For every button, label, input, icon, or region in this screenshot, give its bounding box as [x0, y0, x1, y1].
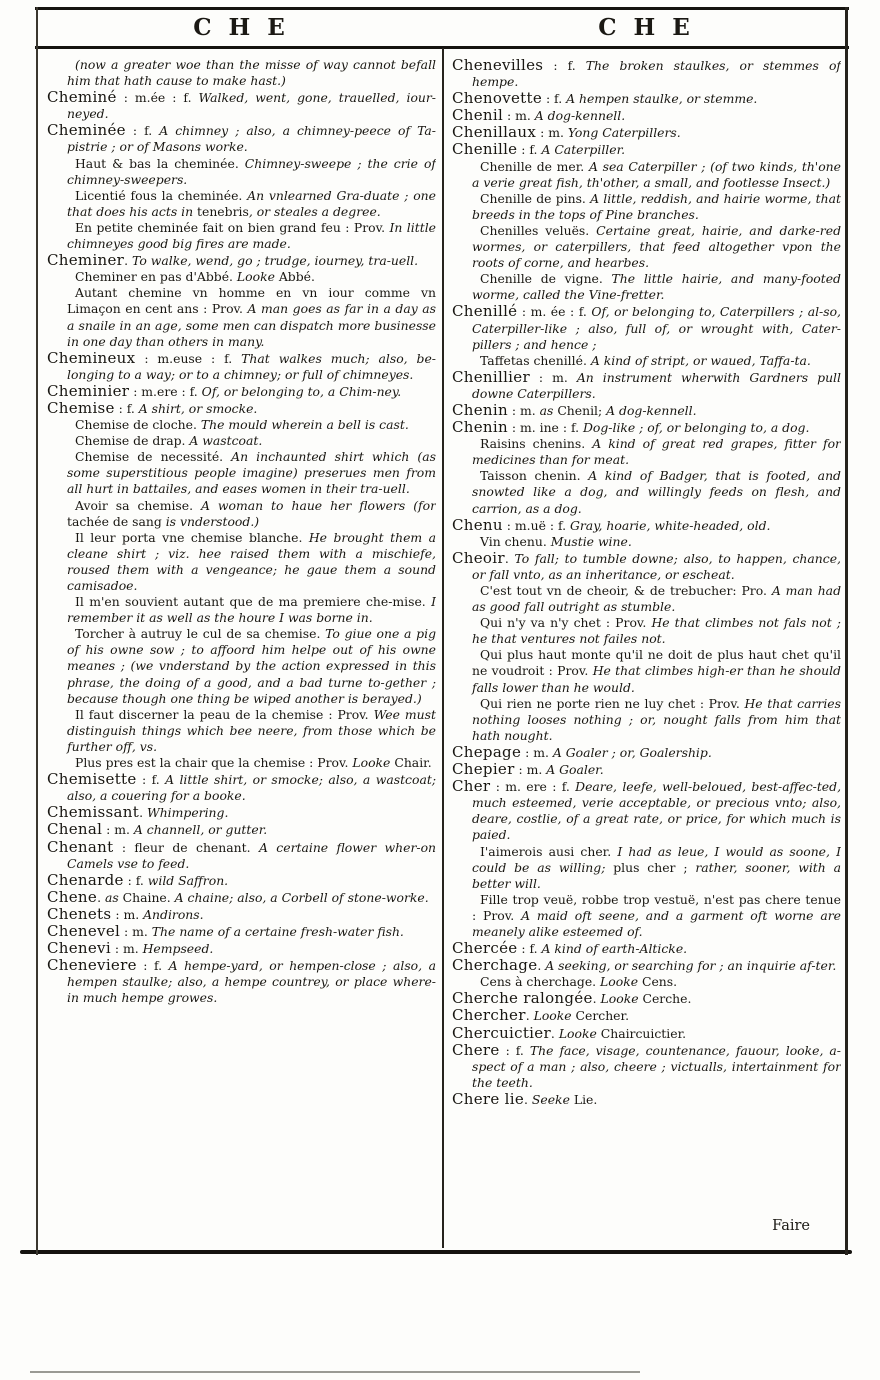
dictionary-subentry [452, 353, 841, 369]
phrase-text: : m. [503, 108, 535, 124]
phrase-text: En petite cheminée fait on bien grand feu : Prov. [75, 219, 390, 235]
dictionary-entry [47, 940, 436, 957]
dictionary-entry [47, 821, 436, 838]
definition-text: A Goaler. [546, 762, 604, 778]
dictionary-entry [47, 122, 436, 155]
phrase-text: : f. [517, 941, 542, 957]
dictionary-subentry [47, 498, 436, 530]
definition-text: as [539, 402, 558, 418]
phrase-text: : m. [110, 941, 143, 957]
headword: Cherche ralongée [452, 989, 593, 1008]
left-border-rule [36, 7, 38, 1255]
headword: Chene [47, 887, 98, 906]
phrase-text: : f. [136, 772, 166, 788]
dictionary-entry [47, 957, 436, 1006]
definition-text: The name of a certaine fresh-water fish. [151, 923, 404, 939]
dictionary-entry [452, 1042, 841, 1091]
dictionary-subentry [452, 583, 841, 615]
dictionary-entry [47, 771, 436, 804]
definition-text: Whimpering. [146, 805, 229, 821]
phrase-text: : m. [102, 822, 134, 838]
dictionary-entry [452, 940, 841, 957]
column-right [452, 57, 841, 1243]
headword: Cheminé [47, 88, 117, 107]
dictionary-subentry [452, 534, 841, 550]
dictionary-subentry [47, 220, 436, 252]
dictionary-subentry [47, 57, 436, 89]
phrase-text: . [525, 1008, 534, 1024]
phrase-text: : f. [542, 91, 567, 107]
phrase-text: Chemise de drap. [75, 433, 190, 449]
dictionary-subentry [47, 755, 436, 771]
phrase-text: : f. [123, 872, 148, 888]
definition-text: To giue one a pig of his owne sow ; to affoord him helpe out of his owne meanes ; (we vnderstand by the action expressed in this phrase, the doing of a good, and a bad turne to-gether ; because though one thing be wiped another is berayed.) [67, 626, 436, 706]
definition-text: I remember it as well as the houre I was borne in. [67, 594, 436, 626]
phrase-text: : m. [120, 923, 152, 939]
definition-text: Of, or belonging to, a Chim-ney. [201, 383, 402, 399]
definition-text: rather, sooner, with a better will. [472, 859, 841, 891]
phrase-text: . [592, 991, 601, 1007]
definition-text: Looke [352, 755, 395, 771]
phrase-text: plus cher ; [613, 859, 696, 875]
headword: Chercher [452, 1006, 526, 1025]
definition-text: A wastcoat. [189, 433, 263, 449]
dictionary-entry [452, 761, 841, 778]
dictionary-subentry [47, 449, 436, 497]
definition-text: A hempen staulke, or stemme. [566, 91, 758, 107]
definition-text: A chimney ; also, a chimney-peece of Ta-pistrie ; or of Masons worke. [67, 123, 436, 155]
phrase-text: Chenille de pins. [480, 190, 591, 206]
phrase-text: tenebris [197, 203, 249, 219]
definition-text: To fall; to tumble downe; also, to happen, chance, or fall vnto, as an inheritance, or escheat. [472, 550, 841, 582]
phrase-text: : fleur de chenant. [113, 839, 259, 855]
phrase-text: : f. [517, 142, 542, 158]
dictionary-subentry [452, 696, 841, 744]
definition-text: A maid oft seene, and a garment oft worne are meanely alike esteemed of. [472, 907, 841, 939]
dictionary-subentry [452, 191, 841, 223]
dictionary-entry [47, 89, 436, 122]
phrase-text: Cheminer en pas d'Abbé. [75, 269, 237, 285]
definition-text: Dog-like ; of, or belonging to, a dog. [582, 420, 810, 436]
dictionary-subentry [47, 417, 436, 433]
definition-text: A man goes as far in a day as a snaile in an age, some men can dispatch more businesse in one day than others in many. [67, 301, 436, 349]
dictionary-entry [452, 1007, 841, 1024]
phrase-text: Avoir sa chemise. [75, 497, 202, 513]
dictionary-entry [47, 804, 436, 821]
dictionary-subentry [47, 626, 436, 706]
phrase-text: Autant chemine vn homme en vn iour comme vn Limaçon en cent ans : Prov. [67, 285, 436, 317]
phrase-text: Chenille de vigne. [480, 271, 612, 287]
dictionary-subentry [47, 156, 436, 188]
dictionary-entry [452, 957, 841, 974]
headword: Cheneviere [47, 956, 137, 975]
definition-text: A kind of earth-Alticke. [541, 941, 688, 957]
dictionary-entry [47, 872, 436, 889]
phrase-text: : m. ée : f. [517, 304, 592, 320]
dictionary-entry [452, 402, 841, 419]
phrase-text: Qui n'y va n'y chet : Prov. [480, 615, 652, 631]
phrase-text: Il leur porta vne chemise blanche. [75, 529, 309, 545]
headword: Cheoir [452, 548, 505, 567]
phrase-text: . [537, 958, 546, 974]
phrase-text: Chair. [394, 755, 432, 771]
headword: Chepage [452, 742, 522, 761]
phrase-text: : f. [114, 400, 139, 416]
phrase-text: : m.ere : f. [129, 383, 202, 399]
dictionary-subentry [452, 159, 841, 191]
phrase-text: Fille trop veuë, robbe trop vestuë, n'est pas chere tenue : Prov. [472, 891, 841, 923]
dictionary-subentry [47, 188, 436, 220]
dictionary-subentry [47, 707, 436, 755]
phrase-text: Torcher à autruy le cul de sa chemise. [75, 626, 326, 642]
dictionary-entry [47, 906, 436, 923]
dictionary-entry [452, 550, 841, 583]
definition-text: Andirons. [143, 906, 204, 922]
phrase-text: Cens. [641, 974, 678, 990]
headword: Chenin [452, 400, 508, 419]
headword: Chepier [452, 760, 515, 779]
headword: Chenil [452, 106, 504, 125]
dictionary-entry [47, 252, 436, 269]
definition-text: The little hairie, and many-footed worme, called the Vine-fretter. [472, 271, 841, 303]
definition-text: The face, visage, countenance, fauour, looke, a-spect of a man ; also, cheere ; victualls, intertainment for the teeth. [472, 1042, 841, 1090]
headword: Chenille [452, 140, 518, 159]
running-head-right: CHE [598, 14, 707, 41]
dictionary-entry [452, 778, 841, 843]
definition-text: A little shirt, or smocke; also, a wastcoat; also, a couering for a booke. [67, 772, 436, 804]
definition-text: A kind of stript, or waued, Taffa-ta. [590, 352, 811, 368]
phrase-text: : m. [111, 906, 144, 922]
phrase-text: Qui plus haut monte qu'il ne doit de plus haut chet qu'il ne voudroit : Prov. [472, 647, 841, 679]
headword: Chemisette [47, 770, 137, 789]
catchword: Faire [772, 1218, 810, 1234]
top-border-rule [35, 7, 849, 10]
headword: Chemise [47, 398, 115, 417]
definition-text: He that climbes not fals not ; he that ventures not failes not. [472, 615, 841, 647]
headword: Chercée [452, 939, 518, 958]
dictionary-entry [452, 990, 841, 1007]
dictionary-entry [452, 107, 841, 124]
phrase-text: Taffetas chenillé. [480, 352, 591, 368]
phrase-text: Chemise de cloche. [75, 417, 201, 433]
definition-text: Seeke [531, 1091, 574, 1107]
phrase-text: Il faut discerner la peau de la chemise : Prov. [75, 706, 374, 722]
phrase-text: Plus pres est la chair que la chemise : Prov. [75, 755, 353, 771]
right-border-rule [845, 7, 848, 1255]
phrase-text: : m.euse : f. [135, 350, 242, 366]
phrase-text: Lie. [573, 1091, 598, 1107]
headword: Chenevel [47, 921, 121, 940]
definition-text: Yong Caterpillers. [567, 125, 681, 141]
headword: Chere lie [452, 1089, 525, 1108]
definition-text: The broken staulkes, or stemmes of hempe. [472, 58, 841, 90]
phrase-text: . [550, 1025, 559, 1041]
definition-text: A man had as good fall outright as stumble. [472, 583, 841, 615]
dictionary-subentry [452, 436, 841, 468]
definition-text: Walked, went, gone, trauelled, iour-neyed. [67, 90, 436, 122]
dictionary-subentry [452, 892, 841, 940]
phrase-text: : m.uë : f. [502, 517, 570, 533]
definition-text: An vnlearned Gra-duate ; one that does his acts in [67, 187, 436, 219]
phrase-text: : f. [136, 958, 169, 974]
scan-edge-line [30, 1371, 640, 1373]
dictionary-entry [452, 744, 841, 761]
phrase-text: : m. [521, 744, 553, 760]
definition-text: (now a greater woe than the misse of way cannot befall him that hath cause to make hast.) [67, 57, 436, 89]
dictionary-subentry [47, 530, 436, 594]
headword: Chenillier [452, 367, 530, 386]
definition-text: He that carries nothing looses nothing ; or, nought falls from him that hath nought. [472, 695, 841, 743]
headword: Chenant [47, 837, 114, 856]
dictionary-subentry [452, 647, 841, 695]
phrase-text: : m. [536, 125, 568, 141]
headword: Chenevi [47, 939, 111, 958]
definition-text: A hempe-yard, or hempen-close ; also, a hempen staulke; also, a hempe countrey, or place where-in much hempe growes. [67, 958, 436, 1006]
definition-text: wild Saffron. [147, 872, 229, 888]
dictionary-subentry [452, 271, 841, 303]
dictionary-entry [47, 839, 436, 872]
headword: Chenin [452, 418, 508, 437]
phrase-text: Chaircuictier. [600, 1025, 687, 1041]
phrase-text: : f. [125, 123, 160, 139]
phrase-text: Vin chenu. [480, 533, 551, 549]
dictionary-entry [47, 889, 436, 906]
phrase-text: Haut & bas la cheminée. [75, 155, 245, 171]
headword: Chenal [47, 820, 103, 839]
phrase-text: Chenille de mer. [480, 158, 589, 174]
dictionary-subentry [47, 433, 436, 449]
dictionary-subentry [452, 615, 841, 647]
phrase-text: . [139, 805, 147, 821]
definition-text: A chaine; also, a Corbell of stone-worke. [174, 889, 429, 905]
phrase-text: : m. ine : f. [507, 420, 583, 436]
phrase-text: Chenilles veluës. [480, 222, 597, 238]
definition-text: A dog-kennell. [606, 402, 697, 418]
phrase-text: . [124, 253, 133, 269]
dictionary-entry [452, 303, 841, 352]
definition-text: An instrument wherwith Gardners pull downe Caterpillers. [472, 369, 841, 401]
definition-text: An inchaunted shirt which (as some superstitious people imagine) preserues men from all hurt in battailes, and eases women in their tra-uell. [67, 449, 436, 497]
dictionary-entry [452, 57, 841, 90]
phrase-text: : m. [514, 762, 547, 778]
phrase-text: : m. [529, 369, 577, 385]
definition-text: A dog-kennell. [534, 108, 626, 124]
headword: Cheminée [47, 121, 126, 140]
phrase-text: : f. [499, 1042, 530, 1058]
dictionary-entry [452, 141, 841, 158]
definition-text: Looke [533, 1008, 576, 1024]
phrase-text: I'aimerois ausi cher. [480, 843, 618, 859]
phrase-text: Cens à cherchage. [480, 974, 601, 990]
dictionary-entry [47, 400, 436, 417]
dictionary-entry [47, 350, 436, 383]
headword: Cher [452, 777, 491, 796]
dictionary-entry [452, 419, 841, 436]
definition-text: Mustie wine. [550, 533, 632, 549]
definition-text: Looke [600, 991, 643, 1007]
phrase-text: : m. ere : f. [490, 779, 576, 795]
definition-text: as [104, 889, 123, 905]
definition-text: , or steales a degree. [248, 203, 381, 219]
phrase-text: C'est tout vn de cheoir, & de trebucher: Pro. [480, 583, 772, 598]
definition-text: He brought them a cleane shirt ; viz. hee raised them with a mischiefe, roused them with a vengeance; he gaue them a sound camisadoe. [67, 529, 436, 593]
definition-text: Wee must distinguish things which bee neere, from those which be further off, vs. [67, 706, 436, 754]
headword: Chenillé [452, 302, 518, 321]
dictionary-subentry [47, 594, 436, 626]
headword: Chemissant [47, 803, 140, 822]
running-head-left: CHE [193, 14, 302, 41]
phrase-text: Cerche. [642, 991, 692, 1007]
definition-text: A Goaler ; or, Goalership. [552, 744, 712, 760]
definition-text: A kind of great red grapes, fitter for medicines than for meat. [472, 436, 841, 468]
definition-text: Gray, hoarie, white-headed, old. [569, 517, 771, 533]
definition-text: Chimney-sweepe ; the crie of chimney-sweepers. [67, 155, 436, 187]
dictionary-subentry [47, 285, 436, 349]
phrase-text: : f. [543, 58, 586, 73]
definition-text: To walke, wend, go ; trudge, iourney, tra-uell. [132, 253, 419, 269]
headword: Cheminer [47, 251, 125, 270]
dictionary-entry [452, 124, 841, 141]
definition-text: Deare, leefe, well-beloued, best-affec-ted, much esteemed, verie acceptable, or precious vnto; also, deare, costlie, of a great rate, or price, for which much is paied. [472, 779, 841, 843]
definition-text: A sea Caterpiller ; (of two kinds, th'one a verie great fish, th'other, a small, and footlesse Insect.) [472, 158, 841, 190]
phrase-text: Licentié fous la cheminée. [75, 187, 248, 203]
dictionary-subentry [452, 468, 841, 516]
phrase-text: Chenil; [557, 402, 607, 418]
headword: Chemineux [47, 348, 136, 367]
dictionary-entry [452, 517, 841, 534]
definition-text: A kind of Badger, that is footed, and snowted like a dog, and willingly feeds on flesh, and carrion, as a dog. [472, 468, 841, 516]
definition-text: A certaine flower wher-on Camels vse to feed. [67, 839, 436, 871]
definition-text: A Caterpiller. [541, 142, 626, 158]
headword: Chenu [452, 515, 503, 534]
dictionary-entry [452, 90, 841, 107]
headword: Chere [452, 1040, 500, 1059]
definition-text: Hempseed. [142, 941, 214, 957]
definition-text: A woman to haue her flowers (for [201, 497, 436, 513]
definition-text: A channell, or gutter. [133, 822, 268, 838]
phrase-text: Abbé. [278, 269, 315, 285]
definition-text: Of, or belonging to, Caterpillers ; al-so, Caterpiller-like ; also, full of, or wrought with, Cater-pillers ; and hence ; [472, 304, 841, 352]
dictionary-entry [452, 1091, 841, 1108]
dictionary-subentry [47, 269, 436, 285]
headword: Cherchage [452, 956, 538, 975]
headword: Chercuictier [452, 1023, 551, 1042]
phrase-text: Chemise de necessité. [75, 449, 232, 465]
dictionary-entry [47, 383, 436, 400]
definition-text: A seeking, or searching for ; an inquirie af-ter. [545, 958, 837, 974]
headword: Chenets [47, 904, 112, 923]
column-left [47, 57, 436, 1243]
phrase-text: . [97, 889, 105, 905]
definition-text: Certaine great, hairie, and darke-red wormes, or caterpillers, that feed altogether vpon the roots of corne, and hearbes. [472, 222, 841, 271]
bottom-border-rule [20, 1250, 852, 1254]
definition-text: Looke [558, 1025, 601, 1041]
headword: Cheminier [47, 381, 130, 400]
phrase-text: Raisins chenins. [480, 436, 593, 452]
dictionary-entry [452, 369, 841, 402]
dictionary-subentry [452, 223, 841, 271]
phrase-text: . [504, 550, 515, 566]
phrase-text: Qui rien ne porte rien ne luy chet : Prov. [480, 695, 745, 711]
dictionary-subentry [452, 844, 841, 892]
definition-text: He that climbes high-er than he should falls lower than he would. [472, 663, 841, 695]
headword: Chenovette [452, 89, 542, 108]
definition-text: The mould wherein a bell is cast. [200, 417, 409, 433]
definition-text: Looke [600, 974, 642, 990]
definition-text: A shirt, or smocke. [138, 400, 258, 416]
phrase-text: . [524, 1091, 532, 1107]
definition-text: In little chimneyes good big fires are made. [67, 219, 436, 252]
dictionary-entry [452, 1025, 841, 1042]
definition-text: That walkes much; also, be-longing to a way; or to a chimney; or full of chimneyes. [67, 350, 436, 382]
definition-text: A little, reddish, and hairie worme, that breeds in the tops of Pine branches. [472, 190, 841, 222]
column-divider-rule [442, 48, 444, 1248]
definition-text: Looke [236, 269, 279, 285]
dictionary-subentry [452, 974, 841, 990]
phrase-text: tachée de sang [67, 513, 166, 529]
phrase-text: Il m'en souvient autant que de ma premiere che-mise. [75, 594, 432, 610]
phrase-text: Taisson chenin. [480, 468, 589, 484]
definition-text: I had as leue, I would as soone, I could be as willing; [472, 843, 841, 875]
phrase-text: Chaine. [122, 889, 175, 905]
phrase-text: Cercher. [575, 1008, 630, 1024]
phrase-text: : m. [507, 402, 540, 418]
definition-text: is vnderstood.) [165, 513, 260, 529]
headword: Chenarde [47, 870, 124, 889]
dictionary-entry [47, 923, 436, 940]
headword: Chenevilles [452, 57, 544, 74]
phrase-text: : m.ée : f. [116, 90, 199, 106]
headword: Chenillaux [452, 123, 537, 142]
